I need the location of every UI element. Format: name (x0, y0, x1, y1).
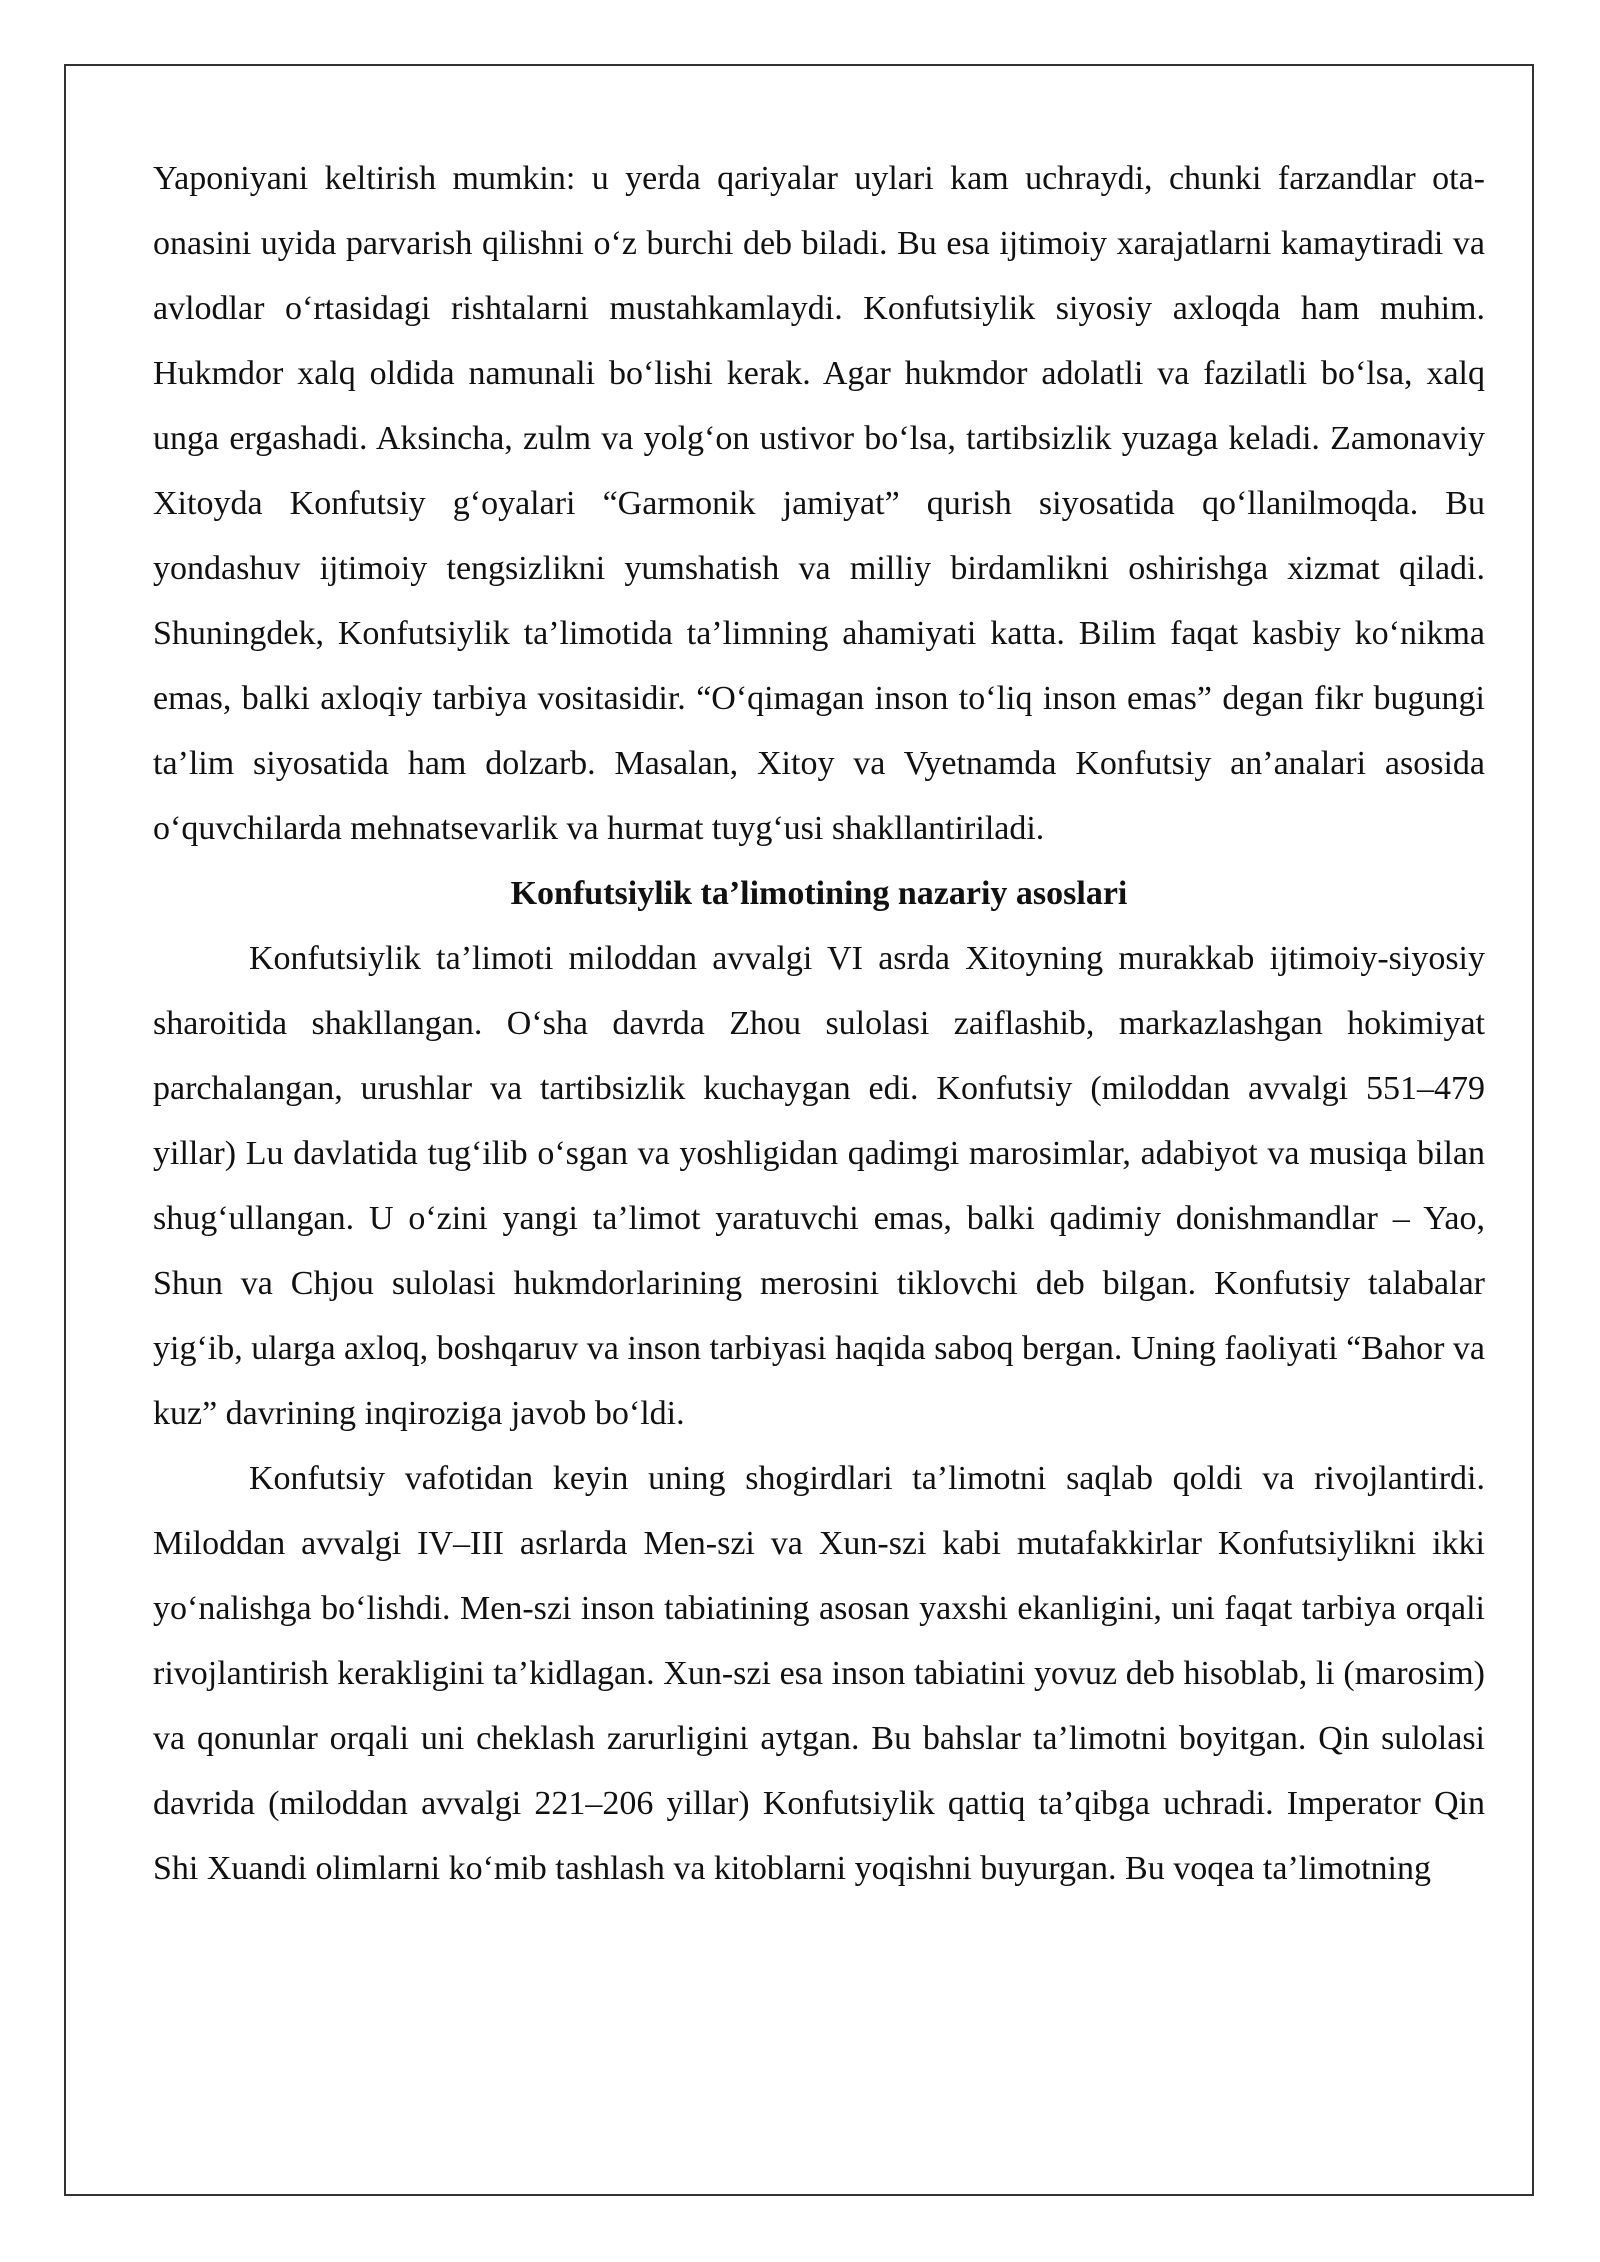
paragraph-intro: Yaponiyani keltirish mumkin: u yerda qariyalar uylari kam uchraydi, chunki farzandlar ota-onasini uyida parvarish qilishni o‘z burchi deb biladi. Bu esa ijtimoiy xarajatlarni kamaytiradi va avlodlar o‘rtasidagi rishtalarni mustahkamlaydi. Konfutsiylik siyosiy axloqda ham muhim. Hukmdor xalq oldida namunali bo‘lishi kerak. Agar hukmdor adolatli va fazilatli bo‘lsa, xalq unga ergashadi. Aksincha, zulm va yolg‘on ustivor bo‘lsa, tartibsizlik yuzaga keladi. Zamonaviy Xitoyda Konfutsiy g‘oyalari “Garmonik jamiyat” qurish siyosatida qo‘llanilmoqda. Bu yondashuv ijtimoiy tengsizlikni yumshatish va milliy birdamlikni oshirishga xizmat qiladi. Shuningdek, Konfutsiylik ta’limotida ta’limning ahamiyati katta. Bilim faqat kasbiy ko‘nikma emas, balki axloqiy tarbiya vositasidir. “O‘qimagan inson to‘liq inson emas” degan fikr bugungi ta’lim siyosatida ham dolzarb. Masalan, Xitoy va Vyetnamda Konfutsiy an’analari asosida o‘quvchilarda mehnatsevarlik va hurmat tuyg‘usi shakllantiriladi. (153, 160, 1485, 847)
paragraph-origins: Konfutsiylik ta’limoti miloddan avvalgi VI asrda Xitoyning murakkab ijtimoiy-siyosiy sharoitida shakllangan. O‘sha davrda Zhou sulolasi zaiflashib, markazlashgan hokimiyat parchalangan, urushlar va tartibsizlik kuchaygan edi. Konfutsiy (miloddan avvalgi 551–479 yillar) Lu davlatida tug‘ilib o‘sgan va yoshligidan qadimgi marosimlar, adabiyot va musiqa bilan shug‘ullangan. U o‘zini yangi ta’limot yaratuvchi emas, balki qadimiy donishmandlar – Yao, Shun va Chjou sulolasi hukmdorlarining merosini tiklovchi deb bilgan. Konfutsiy talabalar yig‘ib, ularga axloq, boshqaruv va inson tarbiyasi haqida saboq bergan. Uning faoliyati “Bahor va kuz” davrining inqiroziga javob bo‘ldi. (153, 940, 1485, 1432)
section-heading: Konfutsiylik ta’limotining nazariy asoslari (510, 875, 1128, 912)
paragraph-disciples: Konfutsiy vafotidan keyin uning shogirdlari ta’limotni saqlab qoldi va rivojlantirdi. Miloddan avvalgi IV–III asrlarda Men-szi va Xun-szi kabi mutafakkirlar Konfutsiylikni ikki yo‘nalishga bo‘lishdi. Men-szi inson tabiatining asosan yaxshi ekanligini, uni faqat tarbiya orqali rivojlantirish kerakligini ta’kidlagan. Xun-szi esa inson tabiatini yovuz deb hisoblab, li (marosim) va qonunlar orqali uni cheklash zarurligini aytgan. Bu bahslar ta’limotni boyitgan. Qin sulolasi davrida (miloddan avvalgi 221–206 yillar) Konfutsiylik qattiq ta’qibga uchradi. Imperator Qin Shi Xuandi olimlarni ko‘mib tashlash va kitoblarni yoqishni buyurgan. Bu voqea ta’limotning (153, 1460, 1485, 1887)
document-body (153, 146, 1485, 1901)
